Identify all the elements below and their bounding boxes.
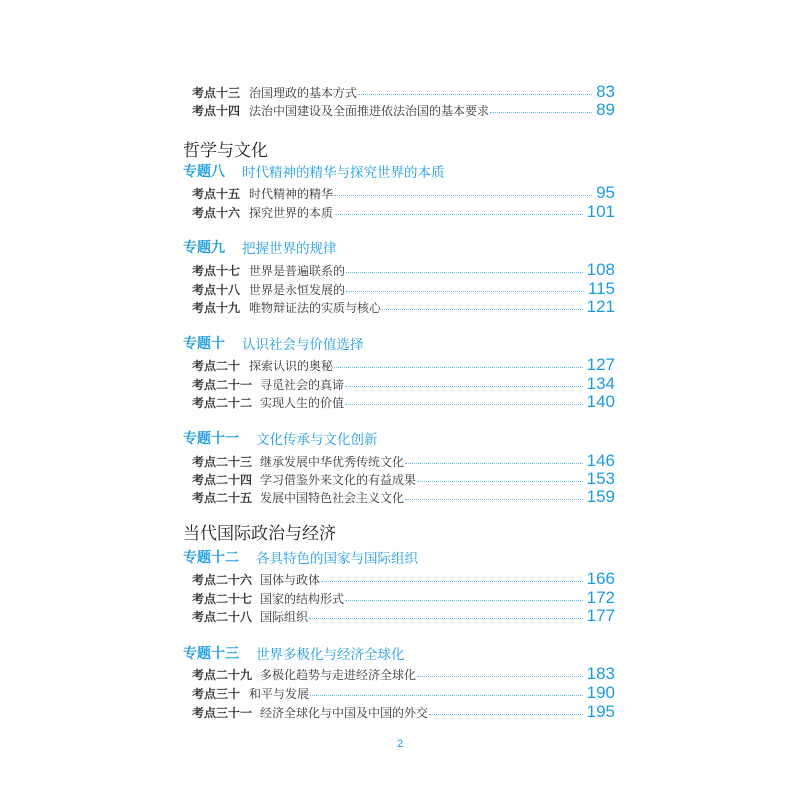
section-heading: 哲学与文化 (183, 140, 268, 161)
item-label: 考点二十三 (192, 454, 253, 469)
toc-item[interactable] (192, 260, 615, 280)
item-label: 考点十九 (192, 300, 241, 315)
item-label: 考点二十九 (192, 667, 253, 682)
item-label: 考点二十六 (192, 572, 253, 587)
item-page: 153 (586, 469, 615, 488)
toc-item[interactable] (192, 664, 615, 684)
topic-title: 文化传承与文化创新 (256, 432, 378, 448)
topic-heading[interactable] (183, 160, 445, 182)
dot-leader (405, 463, 583, 464)
dot-leader (334, 367, 583, 368)
item-title: 法治中国建设及全面推进依法治国的基本要求 (249, 103, 490, 118)
dot-leader (345, 404, 583, 405)
item-title: 世界是永恒发展的 (249, 282, 346, 297)
item-page: 140 (586, 392, 615, 411)
item-title: 经济全球化与中国及中国的外交 (260, 705, 429, 720)
topic-heading[interactable] (183, 236, 337, 258)
topic-title: 认识社会与价值选择 (242, 337, 364, 353)
dot-leader (382, 309, 583, 310)
item-label: 考点十四 (192, 103, 241, 118)
item-label: 考点十三 (192, 85, 241, 100)
item-title: 唯物辩证法的实质与核心 (249, 300, 382, 315)
toc-item[interactable] (192, 100, 615, 120)
toc-item[interactable] (192, 183, 615, 203)
dot-leader (429, 714, 583, 715)
topic-heading[interactable] (183, 332, 364, 354)
item-label: 考点二十 (192, 358, 241, 373)
item-page: 127 (586, 355, 615, 374)
topic-label: 专题十一 (183, 431, 239, 447)
item-page: 89 (596, 100, 615, 119)
item-page: 195 (586, 702, 615, 721)
topic-heading[interactable] (183, 642, 405, 664)
dot-leader (346, 291, 584, 292)
item-page: 134 (586, 374, 615, 393)
item-page: 190 (586, 683, 615, 702)
item-title: 探索认识的奥秘 (249, 358, 334, 373)
dot-leader (490, 112, 592, 113)
topic-label: 专题十 (183, 336, 225, 352)
toc-item[interactable] (192, 355, 615, 375)
toc-item[interactable] (192, 569, 615, 589)
dot-leader (334, 195, 592, 196)
dot-leader (345, 600, 583, 601)
topic-title: 世界多极化与经济全球化 (256, 647, 405, 663)
section-heading: 当代国际政治与经济 (183, 523, 336, 544)
item-title: 探究世界的本质 (249, 205, 334, 220)
item-label: 考点十五 (192, 186, 241, 201)
item-label: 考点十七 (192, 263, 241, 278)
toc-item[interactable] (192, 683, 615, 703)
item-title: 寻觅社会的真谛 (260, 377, 345, 392)
item-title: 世界是普遍联系的 (249, 263, 346, 278)
item-page: 146 (586, 451, 615, 470)
item-page: 183 (586, 664, 615, 683)
topic-title: 时代精神的精华与探究世界的本质 (242, 165, 445, 181)
dot-leader (321, 581, 583, 582)
item-label: 考点二十四 (192, 472, 253, 487)
item-page: 83 (596, 82, 615, 101)
item-page: 159 (586, 487, 615, 506)
topic-title: 各具特色的国家与国际组织 (256, 551, 418, 567)
item-label: 考点三十一 (192, 705, 253, 720)
item-label: 考点二十一 (192, 377, 253, 392)
item-title: 和平与发展 (249, 686, 310, 701)
topic-label: 专题十三 (183, 646, 239, 662)
toc-item[interactable] (192, 588, 615, 608)
toc-item[interactable] (192, 392, 615, 412)
dot-leader (310, 695, 583, 696)
item-page: 101 (586, 202, 615, 221)
item-label: 考点二十二 (192, 395, 253, 410)
toc-item[interactable] (192, 451, 615, 471)
dot-leader (334, 214, 583, 215)
dot-leader (417, 676, 583, 677)
toc-item[interactable] (192, 82, 615, 102)
item-title: 时代精神的精华 (249, 186, 334, 201)
item-title: 国体与政体 (260, 572, 321, 587)
item-title: 国际组织 (260, 609, 309, 624)
dot-leader (358, 94, 592, 95)
dot-leader (346, 272, 583, 273)
topic-label: 专题九 (183, 240, 225, 256)
toc-item[interactable] (192, 202, 615, 222)
topic-label: 专题八 (183, 164, 225, 180)
item-title: 继承发展中华优秀传统文化 (260, 454, 405, 469)
item-label: 考点三十 (192, 686, 241, 701)
dot-leader (309, 618, 583, 619)
toc-item[interactable] (192, 469, 615, 489)
item-page: 115 (587, 279, 615, 298)
toc-item[interactable] (192, 606, 615, 626)
item-label: 考点十六 (192, 205, 241, 220)
topic-heading[interactable] (183, 427, 378, 449)
item-label: 考点二十八 (192, 609, 253, 624)
item-title: 多极化趋势与走进经济全球化 (260, 667, 417, 682)
toc-item[interactable] (192, 297, 615, 317)
page-number: 2 (396, 738, 404, 750)
item-page: 121 (586, 297, 615, 316)
item-label: 考点二十五 (192, 490, 253, 505)
dot-leader (405, 499, 583, 500)
item-page: 172 (586, 588, 615, 607)
item-title: 治国理政的基本方式 (249, 85, 358, 100)
item-page: 166 (586, 569, 615, 588)
topic-label: 专题十二 (183, 550, 239, 566)
item-title: 学习借鉴外来文化的有益成果 (260, 472, 417, 487)
topic-title: 把握世界的规律 (242, 241, 337, 257)
toc-item[interactable] (192, 374, 615, 394)
toc-item[interactable] (192, 702, 615, 722)
item-page: 95 (596, 183, 615, 202)
item-label: 考点二十七 (192, 591, 253, 606)
item-page: 108 (586, 260, 615, 279)
item-title: 国家的结构形式 (260, 591, 345, 606)
dot-leader (417, 481, 583, 482)
toc-item[interactable] (192, 487, 615, 507)
topic-heading[interactable] (183, 546, 418, 568)
item-title: 实现人生的价值 (260, 395, 345, 410)
item-label: 考点十八 (192, 282, 241, 297)
toc-item[interactable] (192, 279, 615, 299)
dot-leader (345, 386, 583, 387)
item-page: 177 (586, 606, 615, 625)
item-title: 发展中国特色社会主义文化 (260, 490, 405, 505)
